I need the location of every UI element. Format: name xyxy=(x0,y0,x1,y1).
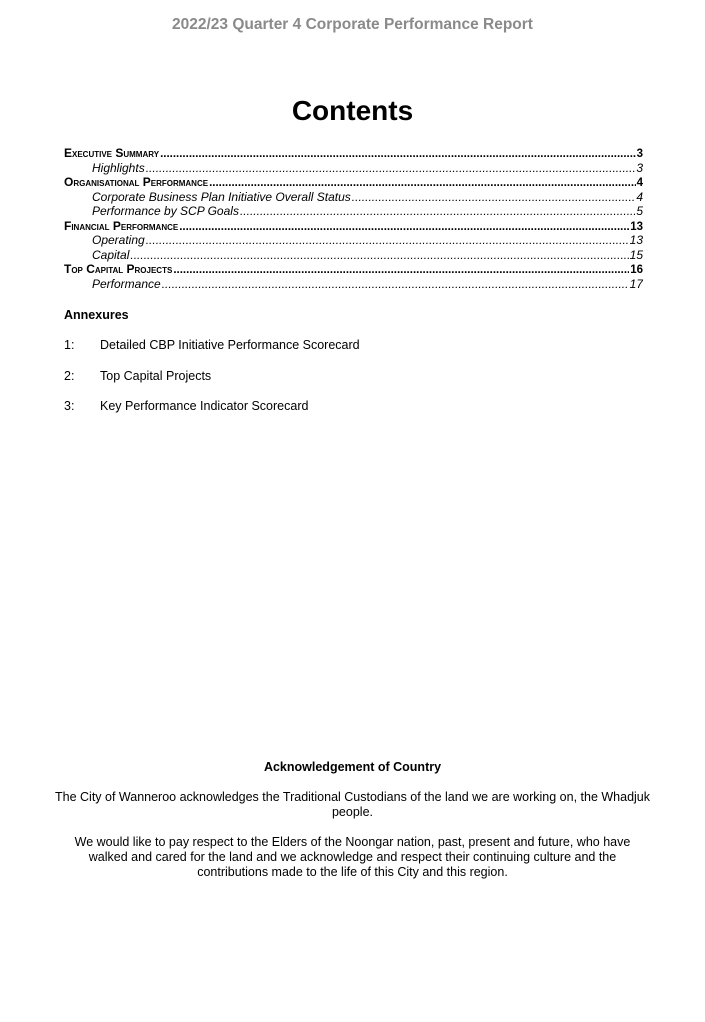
toc-label: Corporate Business Plan Initiative Overall Status xyxy=(92,189,351,204)
toc-page-number: 4 xyxy=(636,177,643,189)
acknowledgement-of-country xyxy=(55,760,650,895)
annexure-label: Top Capital Projects xyxy=(100,368,212,383)
toc-page-number: 3 xyxy=(636,160,643,175)
toc-label: Operating xyxy=(92,233,145,247)
toc-leader-dots xyxy=(162,277,629,292)
annexure-label: Detailed CBP Initiative Performance Scorecard xyxy=(100,338,360,352)
toc-leader-dots xyxy=(179,220,629,234)
annexure-item xyxy=(64,398,624,429)
toc-entry-organisational-performance[interactable] xyxy=(64,175,643,190)
toc-entry-cbp-initiative-status[interactable] xyxy=(64,190,643,205)
annexure-item xyxy=(64,368,624,399)
annexure-number: 1: xyxy=(64,338,75,352)
acknowledgement-paragraph: We would like to pay respect to the Elders of the Noongar nation, past, present and future, who have walked and cared for the land and we acknowledge and respect their continuing culture and the contributions made to the life of this City and this region. xyxy=(74,835,631,879)
toc-leader-dots xyxy=(352,190,636,205)
toc-entry-top-capital-projects[interactable] xyxy=(64,262,643,277)
toc-leader-dots xyxy=(146,161,636,176)
toc-page-number: 15 xyxy=(629,247,643,262)
toc-label: Performance xyxy=(92,276,161,291)
toc-label: Executive Summary xyxy=(64,146,160,160)
annexures-list xyxy=(64,337,624,429)
toc-entry-executive-summary[interactable] xyxy=(64,146,643,161)
report-header: 2022/23 Quarter 4 Corporate Performance Report xyxy=(172,16,533,33)
toc-label: Performance by SCP Goals xyxy=(92,204,239,218)
toc-leader-dots xyxy=(130,248,628,263)
toc-label: Top Capital Projects xyxy=(64,262,173,276)
toc-leader-dots xyxy=(173,263,629,277)
toc-label: Highlights xyxy=(92,160,145,175)
page-title: Contents xyxy=(291,95,414,126)
toc-page-number: 17 xyxy=(629,276,643,291)
toc-entry-capital[interactable] xyxy=(64,248,643,263)
toc-leader-dots xyxy=(240,204,635,219)
toc-entry-performance-by-scp-goals[interactable] xyxy=(64,204,643,219)
toc-page-number: 4 xyxy=(636,189,643,204)
toc-entry-financial-performance[interactable] xyxy=(64,219,643,234)
toc-label: Organisational Performance xyxy=(64,175,209,189)
toc-label: Financial Performance xyxy=(64,218,179,233)
acknowledgement-paragraph: The City of Wanneroo acknowledges the Traditional Custodians of the land we are working on, the Whadjuk people. xyxy=(55,790,651,819)
toc-entry-performance[interactable] xyxy=(64,277,643,292)
table-of-contents xyxy=(64,146,643,291)
toc-page-number: 3 xyxy=(636,148,643,160)
toc-page-number: 16 xyxy=(630,264,643,276)
toc-entry-operating[interactable] xyxy=(64,233,643,248)
annexure-label: Key Performance Indicator Scorecard xyxy=(100,399,309,413)
annexure-number: 3: xyxy=(64,399,75,413)
toc-page-number: 13 xyxy=(630,220,643,233)
annexures-heading: Annexures xyxy=(64,308,129,322)
annexure-item xyxy=(64,337,624,368)
acknowledgement-heading: Acknowledgement of Country xyxy=(263,760,442,774)
toc-leader-dots xyxy=(209,176,636,190)
toc-page-number: 5 xyxy=(636,204,643,218)
toc-page-number: 13 xyxy=(629,233,643,247)
toc-leader-dots xyxy=(160,147,636,161)
toc-entry-highlights[interactable] xyxy=(64,161,643,176)
toc-label: Capital xyxy=(92,247,130,262)
annexure-number: 2: xyxy=(64,368,75,383)
toc-leader-dots xyxy=(146,233,629,248)
